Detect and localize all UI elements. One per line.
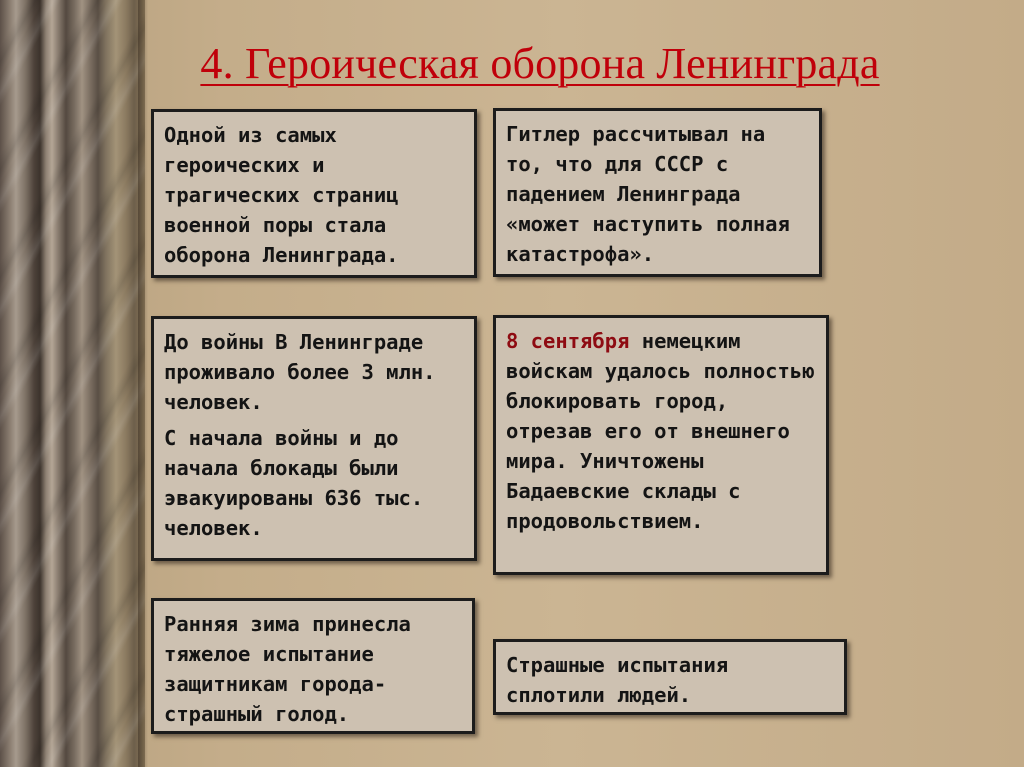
box-text: [506, 326, 816, 536]
text-box-defense-significance: [151, 109, 477, 278]
box-text-population: До войны В Ленинграде проживало более 3 млн. человек.: [164, 330, 436, 414]
text-box-unity: [493, 639, 847, 715]
box-text: Ранняя зима принесла тяжелое испытание защитникам города-страшный голод.: [164, 612, 411, 726]
box-text-body: немецким войскам удалось полностью блокировать город, отрезав его от внешнего мира. Уничтожены Бадаевские склады с продовольствием.: [506, 329, 815, 533]
band-shadow-edge: [138, 0, 148, 767]
text-box-hitler-plan: [493, 108, 822, 277]
box-text: Страшные испытания сплотили людей.: [506, 653, 729, 707]
box-text-evacuation: С начала войны и до начала блокады были эвакуированы 636 тыс. человек.: [164, 426, 424, 540]
text-box-blockade-start: [493, 315, 829, 575]
text-box-famine: [151, 598, 475, 734]
date-highlight: 8 сентября: [506, 329, 630, 353]
slide-title: 4. Героическая оборона Ленинграда: [200, 39, 880, 88]
decorative-column-band: [0, 0, 145, 767]
box-text: Гитлер рассчитывал на то, что для СССР с падением Ленинграда «может наступить полная катастрофа».: [506, 122, 790, 266]
text-box-population-evacuation: [151, 316, 477, 561]
box-text: Одной из самых героических и трагических страниц военной поры стала оборона Ленинграда.: [164, 123, 399, 267]
